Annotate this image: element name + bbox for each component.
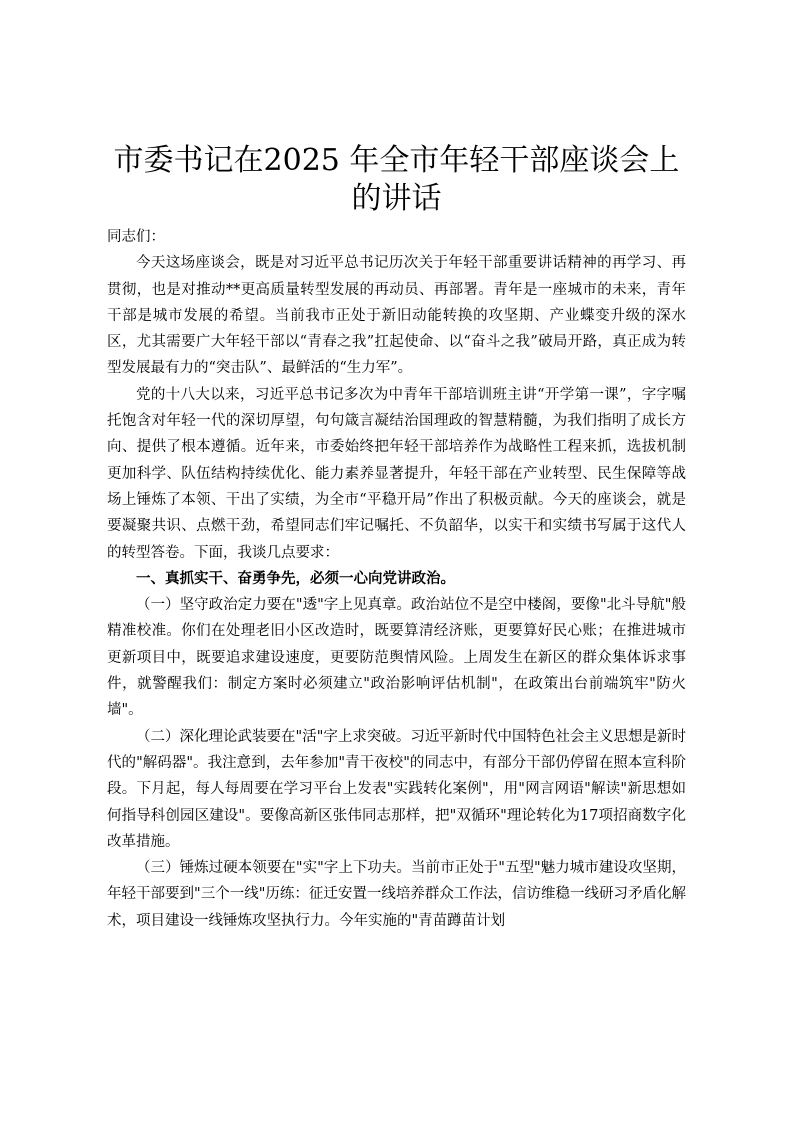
intro-paragraph-1: 今天这场座谈会，既是对习近平总书记历次关于年轻干部重要讲话精神的再学习、再贯彻，也是对推动**更高质量转型发展的再动员、再部署。青年是一座城市的未来，青年干部是城市发展的希望。当前我市正处于新旧动能转换的攻坚期、产业蝶变升级的深水区，尤其需要广大年轻干部以“青春之我”扛起使命、以“奋斗之我”破局开路，真正成为转型发展最有力的“突击队”、最鲜活的“生力军”。	[107, 255, 686, 377]
document-body	[107, 224, 686, 934]
document-title: 市委书记在2025 年全市年轻干部座谈会上的讲话	[113, 143, 680, 216]
section-heading-1: 一、真抓实干、奋勇争先，必须一心向党讲政治。	[136, 569, 455, 587]
section1-paragraph-1: （一）坚守政治定力要在"透"字上见真章。政治站位不是空中楼阁，要像"北斗导航"般精准校准。你们在处理老旧小区改造时，既要算清经济账，更要算好民心账；在推进城市更新项目中，既要追求建设速度，更要防范舆情风险。上周发生在新区的群众集体诉求事件，就警醒我们：制定方案时必须建立"政治影响评估机制"，在政策出台前端筑牢"防火墙"。	[107, 597, 686, 719]
section1-paragraph-2: （二）深化理论武装要在"活"字上求突破。习近平新时代中国特色社会主义思想是新时代的"解码器"。我注意到，去年参加"青干夜校"的同志中，有部分干部仍停留在照本宣科阶段。下月起，每人每周要在学习平台上发表"实践转化案例"，用"网言网语"解读"新思想如何指导科创园区建设"。要像高新区张伟同志那样，把"双循环"理论转化为17项招商数字化改革措施。	[107, 728, 686, 850]
section1-paragraph-3: （三）锤炼过硬本领要在"实"字上下功夫。当前市正处于"五型"魅力城市建设攻坚期，年轻干部要到"三个一线"历练：征迁安置一线培养群众工作法，信访维稳一线研习矛盾化解术，项目建设一线锤炼攻坚执行力。今年实施的"青苗蹲苗计划	[107, 860, 686, 929]
intro-paragraph-2: 党的十八大以来，习近平总书记多次为中青年干部培训班主讲“开学第一课”，字字嘱托饱含对年轻一代的深切厚望，句句箴言凝结治国理政的智慧精髓，为我们指明了成长方向、提供了根本遵循。近年来，市委始终把年轻干部培养作为战略性工程来抓，选拔机制更加科学、队伍结构持续优化、能力素养显著提升，年轻干部在产业转型、民生保障等战场上锤炼了本领、干出了实绩，为全市“平稳开局”作出了积极贡献。今天的座谈会，就是要凝聚共识、点燃干劲，希望同志们牢记嘱托、不负韶华，以实干和实绩书写属于这代人的转型答卷。下面，我谈几点要求：	[107, 386, 686, 561]
salutation: 同志们：	[107, 229, 165, 245]
